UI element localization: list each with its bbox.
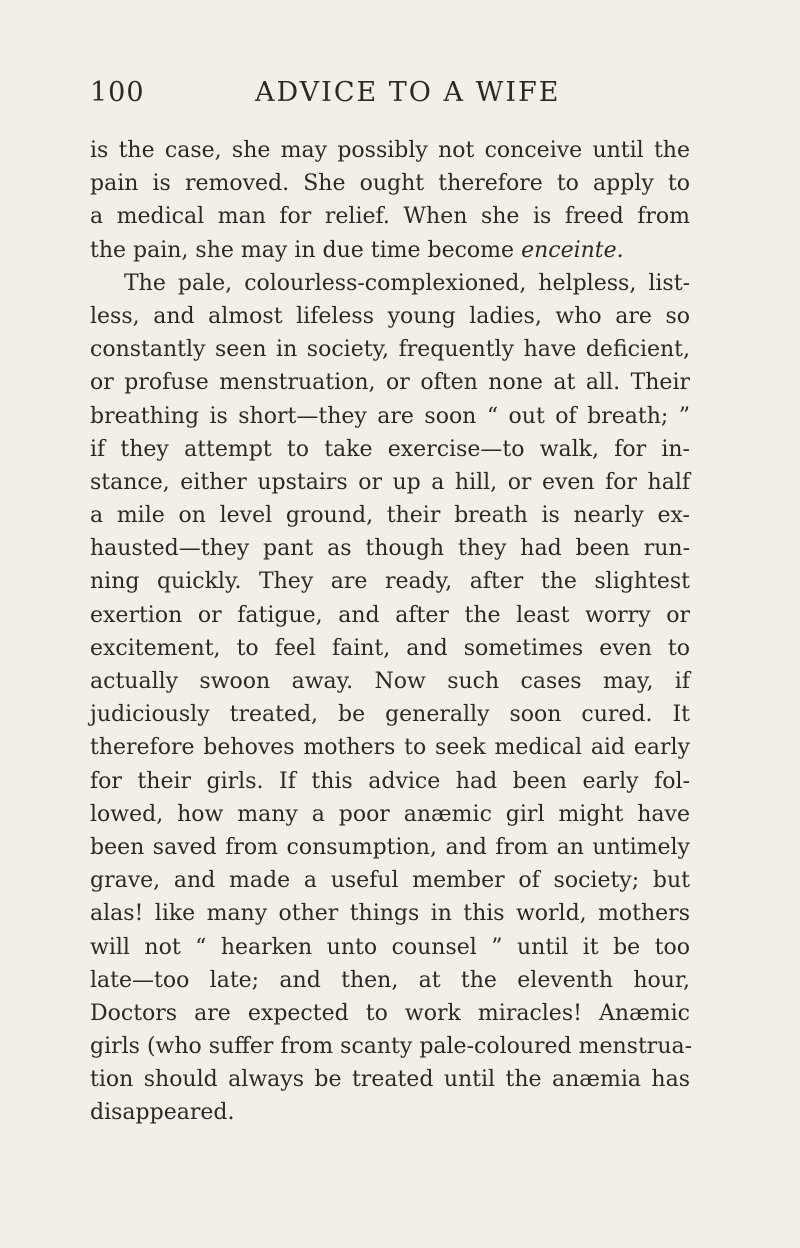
text-line: if they attempt to take exercise—to walk, for in- [90, 436, 690, 462]
text-line: ning quickly. They are ready, after the slightest [90, 569, 690, 595]
text-line: is the case, she may possibly not conceive until the [90, 138, 690, 163]
text-line: less, and almost lifeless young ladies, who are so [90, 303, 690, 329]
text-fragment: the pain, she may in due time become [90, 237, 515, 263]
text-line: therefore behoves mothers to seek medical aid early [90, 735, 690, 761]
text-line: constantly seen in society, frequently have deficient, [90, 337, 690, 363]
text-line: been saved from consumption, and from an untimely [90, 834, 690, 860]
text-line: stance, either upstairs or up a hill, or even for half [90, 469, 690, 495]
text-line: girls (who suffer from scanty pale-coloured menstrua- [90, 1034, 693, 1060]
text-line: disappeared. [90, 1100, 235, 1126]
text-line: grave, and made a useful member of society; but [90, 868, 690, 894]
text-line: exertion or fatigue, and after the least worry or [90, 602, 690, 628]
text-line: excitement, to feel faint, and sometimes even to [90, 635, 690, 661]
italic-word: enceinte. [521, 237, 624, 263]
text-line: actually swoon away. Now such cases may, if [90, 669, 690, 694]
text-line: lowed, how many a poor anæmic girl might have [90, 801, 690, 827]
text-line: a medical man for relief. When she is freed from [90, 204, 690, 230]
text-line: a mile on level ground, their breath is nearly ex- [90, 503, 690, 529]
paragraph-start-line: The pale, colourless-complexioned, helpless, list- [124, 270, 690, 296]
text-line: pain is removed. She ought therefore to apply to [90, 171, 690, 197]
body-text [90, 134, 693, 1130]
text-line: judiciously treated, be generally soon cured. It [90, 702, 690, 728]
text-line: late—too late; and then, at the eleventh hour, [90, 967, 690, 993]
page-number: 100 [90, 77, 145, 108]
text-line: hausted—they pant as though they had been run- [90, 536, 690, 562]
text-line [90, 234, 690, 267]
running-head: ADVICE TO A WIFE [255, 77, 561, 108]
text-line: or profuse menstruation, or often none at all. Their [90, 370, 690, 396]
text-line: breathing is short—they are soon “ out of breath; ” [90, 403, 690, 429]
text-line: alas! like many other things in this world, mothers [90, 901, 690, 927]
text-line: will not “ hearken unto counsel ” until it be too [90, 934, 690, 960]
text-line: for their girls. If this advice had been early fol- [90, 768, 690, 794]
text-line: tion should always be treated until the anæmia has [90, 1067, 690, 1093]
text-line: Doctors are expected to work miracles! Anæmic [90, 1000, 690, 1026]
